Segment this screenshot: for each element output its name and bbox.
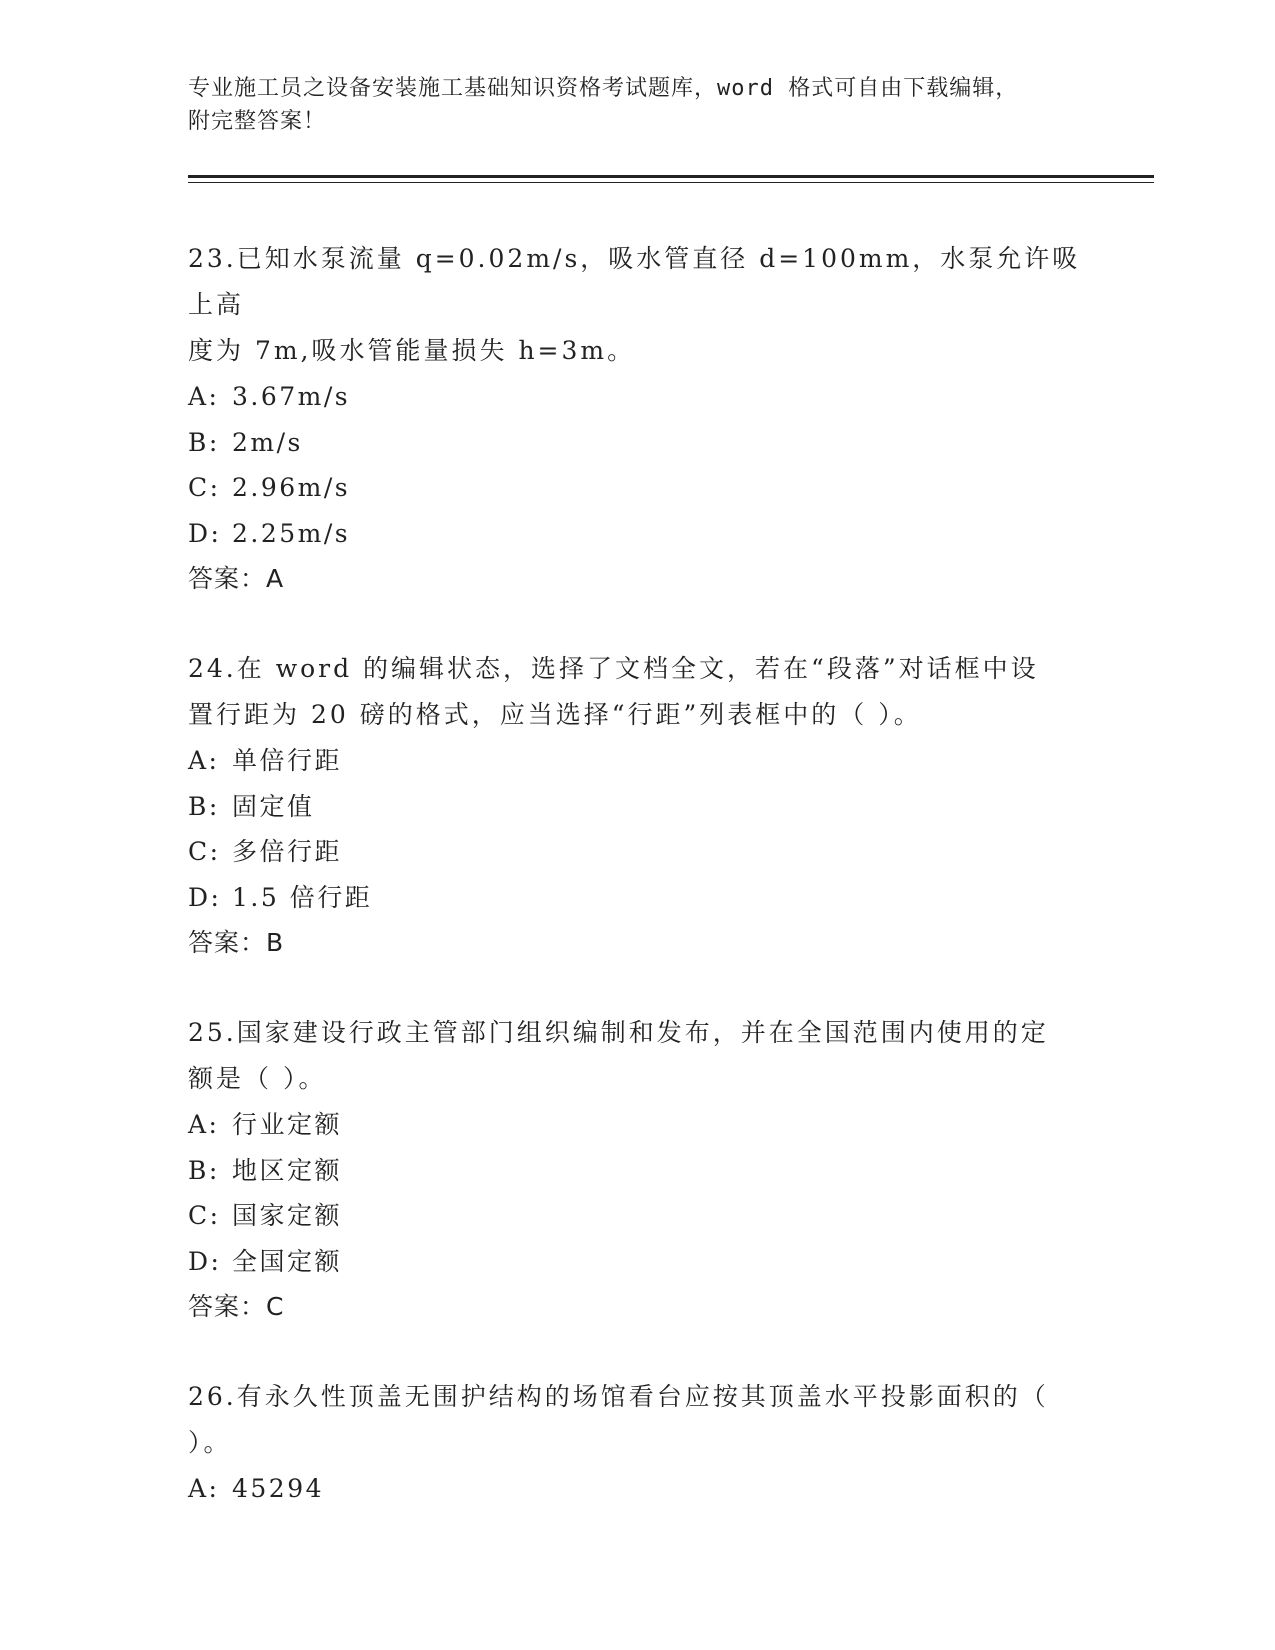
option-text: 2.25m/s [232,518,351,548]
question-stem-line-2: 度为 7m,吸水管能量损失 h=3m。 [188,336,636,365]
option-text: 2m/s [232,427,303,457]
question-stem-line-2: 额是（ ）。 [188,1064,327,1093]
option-c [188,1193,1088,1239]
header-intro-line-2: 附完整答案！ [188,109,327,134]
option-c [188,465,1088,511]
document-header [188,72,1068,138]
header-intro-line-1: 专业施工员之设备安装施工基础知识资格考试题库，word 格式可自由下载编辑， [188,76,1019,101]
option-text: 多倍行距 [232,837,343,866]
option-text: 国家定额 [232,1201,343,1230]
question-25 [188,1010,1088,1330]
option-a [188,1102,1088,1148]
option-a [188,1466,1088,1512]
question-24 [188,646,1088,966]
option-text: 全国定额 [232,1246,343,1276]
question-stem-line-1: 25.国家建设行政主管部门组织编制和发布，并在全国范围内使用的定 [188,1018,1049,1047]
question-stem-line-1: 23.已知水泵流量 q=0.02m/s，吸水管直径 d=100mm，水泵允许吸上高 [188,244,1081,319]
option-text: 地区定额 [232,1155,343,1185]
answer-line: 答案：A [188,564,285,593]
option-text: 固定值 [232,791,315,821]
question-23 [188,236,1088,602]
option-letter: A: [188,382,220,411]
option-text: 1.5 倍行距 [232,882,373,912]
option-text: 单倍行距 [232,746,343,775]
option-text: 45294 [232,1474,325,1503]
option-b [188,784,1088,830]
option-letter: D: [188,518,222,548]
question-26 [188,1374,1088,1512]
header-divider-thin [188,182,1154,183]
option-text: 2.96m/s [232,473,351,502]
option-letter: A: [188,1110,220,1139]
question-stem-line-1: 24.在 word 的编辑状态，选择了文档全文，若在“段落”对话框中设 [188,654,1039,683]
option-text: 3.67m/s [232,382,351,411]
option-b [188,420,1088,466]
option-letter: B: [188,791,220,821]
answer-line: 答案：C [188,1292,285,1321]
option-c [188,829,1088,875]
option-letter: B: [188,1155,220,1185]
option-b [188,1148,1088,1194]
option-text: 行业定额 [232,1110,343,1139]
question-stem-line-2: ）。 [188,1428,232,1457]
option-a [188,738,1088,784]
question-stem-line-1: 26.有永久性顶盖无围护结构的场馆看台应按其顶盖水平投影面积的（ [188,1382,1049,1411]
option-d [188,1239,1088,1285]
question-stem-line-2: 置行距为 20 磅的格式，应当选择“行距”列表框中的（ ）。 [188,700,922,729]
option-letter: C: [188,837,221,866]
option-letter: B: [188,427,220,457]
question-stem [188,1374,1088,1466]
option-d [188,511,1088,557]
option-letter: D: [188,1246,222,1276]
answer-line: 答案：B [188,928,285,957]
question-stem [188,646,1088,738]
option-letter: A: [188,746,220,775]
option-d [188,875,1088,921]
question-stem [188,236,1088,374]
question-stem [188,1010,1088,1102]
option-letter: A: [188,1474,220,1503]
option-letter: C: [188,473,221,502]
option-letter: D: [188,882,222,912]
header-divider-thick [188,175,1154,178]
question-list [188,236,1088,1556]
option-letter: C: [188,1201,221,1230]
option-a [188,374,1088,420]
